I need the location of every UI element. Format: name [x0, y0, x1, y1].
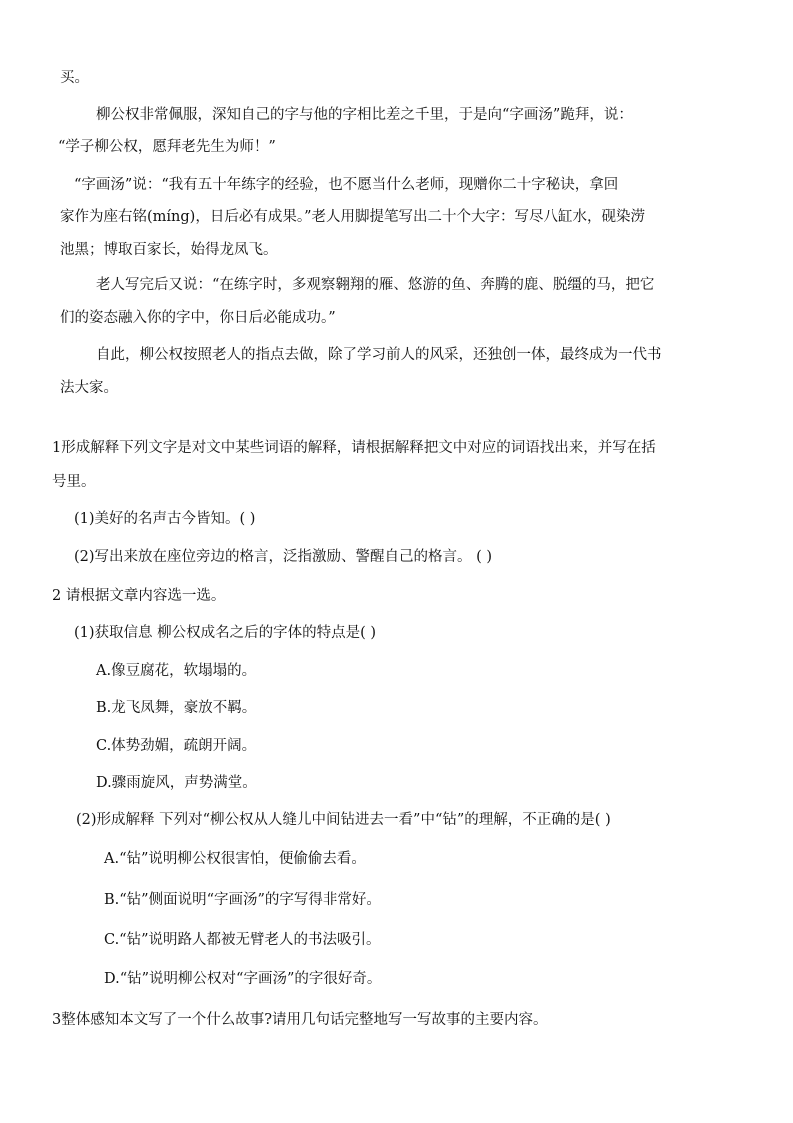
question-1-item-1: (1)美好的名声古今皆知。( ) [74, 511, 256, 527]
question-3: 3整体感知本文写了一个什么故事?请用几句话完整地写一写故事的主要内容。 [52, 1012, 548, 1028]
question-1-cont: 号里。 [52, 474, 96, 490]
option-c: C.体势劲媚，疏朗开阔。 [96, 738, 257, 754]
question-2-item-2: (2)形成解释 下列对“柳公权从人缝儿中间钻进去一看”中“钻”的理解，不正确的是( ) [76, 812, 611, 828]
option-d: D.骤雨旋风，声势满堂。 [96, 775, 257, 791]
story-line: 法大家。 [60, 380, 118, 396]
option-d: D.“钻”说明柳公权对“字画汤”的字很好奇。 [104, 971, 382, 987]
option-b: B.龙飞凤舞，豪放不羁。 [96, 700, 257, 716]
story-line: “字画汤”说：“我有五十年练字的经验，也不愿当什么老师，现赠你二十字秘诀，拿回 [74, 177, 619, 193]
question-1: 1形成解释下列文字是对文中某些词语的解释，请根据解释把文中对应的词语找出来，并写在括 [52, 440, 656, 456]
story-line: 自此，柳公权按照老人的指点去做，除了学习前人的风采，还独创一体，最终成为一代书 [96, 347, 662, 363]
option-b: B.“钻”侧面说明“字画汤”的字写得非常好。 [104, 892, 381, 908]
story-line: 柳公权非常佩服，深知自己的字与他的字相比差之千里，于是向“字画汤”跪拜，说： [96, 107, 633, 123]
option-a: A.“钻”说明柳公权很害怕，便偷偷去看。 [104, 851, 366, 867]
question-2: 2 请根据文章内容选一选。 [52, 588, 226, 604]
option-a: A.像豆腐花，软塌塌的。 [96, 663, 257, 679]
story-line: 老人写完后又说：“在练字时，多观察翱翔的雁、悠游的鱼、奔腾的鹿、脱缰的马，把它 [96, 277, 655, 293]
question-1-item-2: (2)写出来放在座位旁边的格言，泛指激励、警醒自己的格言。 ( ) [74, 549, 493, 565]
story-line: “学子柳公权，愿拜老先生为师！” [58, 139, 276, 155]
question-2-item-1: (1)获取信息 柳公权成名之后的字体的特点是( ) [74, 625, 377, 641]
story-line: 家作为座右铭(míng)，日后必有成果。”老人用脚提笔写出二十个大字：写尽八缸水，砚染涝 [60, 209, 645, 225]
story-line: 买。 [60, 70, 89, 86]
story-line: 们的姿态融入你的字中，你日后必能成功。” [60, 310, 336, 326]
story-line: 池黑；博取百家长，始得龙凤飞。 [60, 242, 278, 258]
option-c: C.“钻”说明路人都被无臂老人的书法吸引。 [104, 932, 381, 948]
